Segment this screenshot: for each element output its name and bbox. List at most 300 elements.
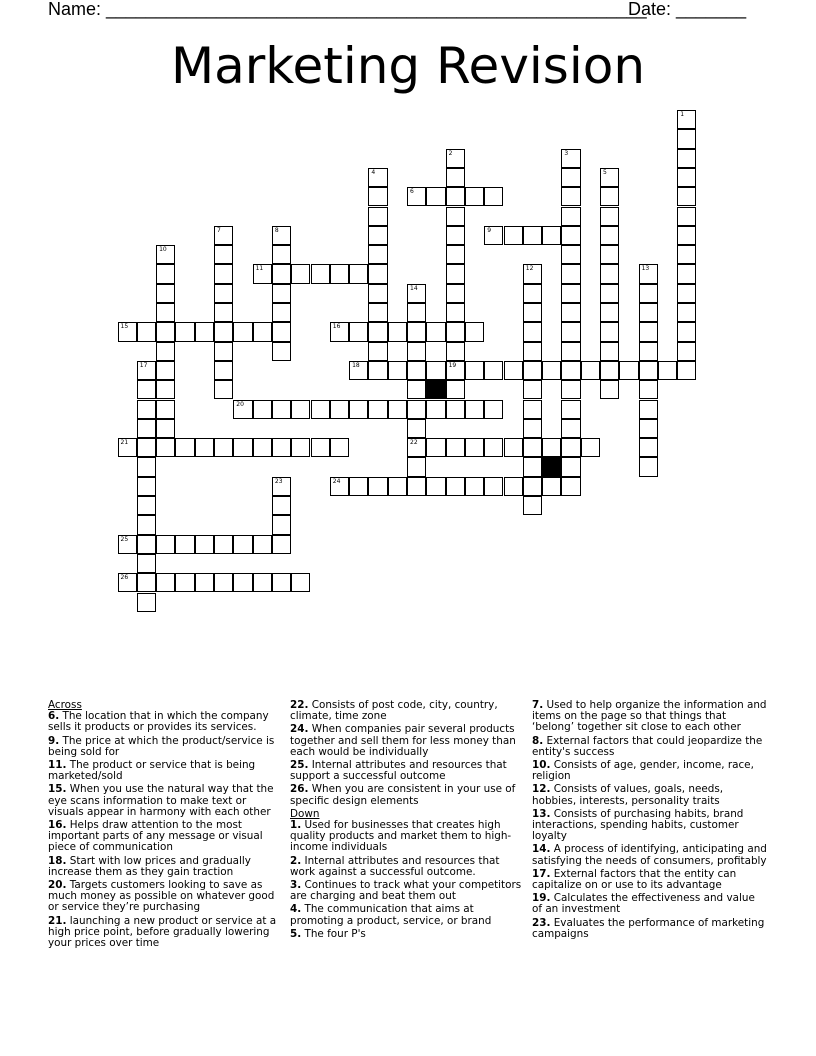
clue-text: The communication that aims at promoting a product, service, or brand (290, 903, 492, 927)
grid-cell[interactable] (407, 284, 426, 303)
clue-number: 11. (48, 759, 67, 772)
grid-cell[interactable] (349, 477, 368, 496)
grid-cell[interactable] (233, 438, 252, 457)
grid-cell[interactable] (446, 284, 465, 303)
grid-cell[interactable] (677, 207, 696, 226)
grid-cell[interactable] (156, 419, 175, 438)
grid-cell[interactable] (600, 207, 619, 226)
grid-cell[interactable] (388, 400, 407, 419)
grid-cell[interactable] (156, 264, 175, 283)
grid-cell[interactable] (272, 535, 291, 554)
grid-cell[interactable] (253, 400, 272, 419)
grid-cell[interactable] (561, 284, 580, 303)
grid-cell[interactable] (523, 342, 542, 361)
grid-cell[interactable] (407, 342, 426, 361)
grid-cell[interactable] (407, 400, 426, 419)
grid-cell[interactable] (407, 438, 426, 457)
grid-cell[interactable] (426, 361, 445, 380)
clue-across-20 (48, 880, 283, 914)
clue-text: The location that in which the company sells it products or provides its services. (48, 710, 269, 734)
clue-text: External factors that the entity can capitalize on or use to its advantage (532, 867, 737, 892)
grid-cell[interactable] (561, 264, 580, 283)
grid-cell[interactable] (523, 264, 542, 283)
grid-cell[interactable] (561, 149, 580, 168)
cell-number: 10 (159, 246, 167, 254)
grid-cell[interactable] (330, 438, 349, 457)
grid-cell[interactable] (272, 264, 291, 283)
grid-cell[interactable] (446, 207, 465, 226)
grid-cell[interactable] (561, 438, 580, 457)
grid-cell[interactable] (504, 438, 523, 457)
clue-down-1 (290, 820, 525, 854)
grid-cell[interactable] (175, 535, 194, 554)
grid-cell[interactable] (330, 400, 349, 419)
grid-cell[interactable] (272, 322, 291, 341)
grid-cell[interactable] (542, 361, 561, 380)
grid-cell[interactable] (658, 361, 677, 380)
grid-cell[interactable] (137, 322, 156, 341)
grid-cell[interactable] (349, 322, 368, 341)
grid-cell[interactable] (388, 477, 407, 496)
grid-cell[interactable] (542, 477, 561, 496)
clue-number: 1. (290, 819, 302, 832)
grid-cell[interactable] (311, 438, 330, 457)
cell-number: 22 (410, 439, 418, 447)
grid-cell[interactable] (446, 168, 465, 187)
grid-cell[interactable] (677, 129, 696, 148)
grid-cell[interactable] (446, 245, 465, 264)
grid-cell[interactable] (368, 342, 387, 361)
clue-text: Used to help organize the information and items on the page so that things that ‘belong’ together sit close to each other (532, 699, 767, 734)
grid-cell[interactable] (291, 400, 310, 419)
grid-cell[interactable] (639, 380, 658, 399)
grid-cell[interactable] (484, 400, 503, 419)
clue-number: 21. (48, 914, 67, 927)
clue-down-17 (532, 869, 767, 891)
grid-cell[interactable] (523, 380, 542, 399)
grid-cell[interactable] (600, 245, 619, 264)
grid-cell[interactable] (407, 361, 426, 380)
grid-cell[interactable] (272, 303, 291, 322)
grid-cell[interactable] (523, 361, 542, 380)
grid-cell[interactable] (600, 380, 619, 399)
grid-cell[interactable] (291, 573, 310, 592)
clue-down-3 (290, 880, 525, 902)
grid-cell[interactable] (446, 264, 465, 283)
grid-cell[interactable] (330, 264, 349, 283)
grid-cell[interactable] (137, 380, 156, 399)
grid-cell[interactable] (677, 110, 696, 129)
grid-cell[interactable] (233, 573, 252, 592)
grid-cell[interactable] (368, 322, 387, 341)
grid-cell[interactable] (118, 535, 137, 554)
grid-cell[interactable] (118, 438, 137, 457)
grid-cell[interactable] (677, 226, 696, 245)
grid-cell[interactable] (156, 245, 175, 264)
clue-down-23 (532, 918, 767, 940)
clue-number: 5. (290, 927, 302, 940)
grid-cell[interactable] (272, 284, 291, 303)
grid-cell[interactable] (639, 284, 658, 303)
grid-cell[interactable] (137, 419, 156, 438)
clue-number: 3. (290, 879, 302, 892)
clue-down-2 (290, 856, 525, 878)
grid-cell[interactable] (677, 361, 696, 380)
page-title: Marketing Revision (170, 37, 646, 95)
grid-cell[interactable] (639, 322, 658, 341)
grid-cell[interactable] (465, 187, 484, 206)
grid-cell[interactable] (368, 303, 387, 322)
clue-down-19 (532, 893, 767, 915)
grid-cell[interactable] (446, 361, 465, 380)
grid-cell[interactable] (446, 477, 465, 496)
grid-cell[interactable] (137, 515, 156, 534)
grid-cell[interactable] (233, 400, 252, 419)
cell-number: 12 (525, 265, 534, 273)
clue-number: 20. (48, 879, 67, 892)
clue-number: 9. (48, 734, 60, 747)
grid-cell[interactable] (156, 535, 175, 554)
grid-cell[interactable] (523, 303, 542, 322)
grid-cell[interactable] (407, 303, 426, 322)
grid-cell[interactable] (639, 361, 658, 380)
grid-cell[interactable] (561, 207, 580, 226)
clue-text: Evaluates the performance of marketing campaigns (532, 916, 765, 940)
cell-number: 2 (448, 149, 453, 157)
cell-number: 23 (274, 477, 283, 485)
grid-cell[interactable] (561, 303, 580, 322)
grid-cell[interactable] (446, 226, 465, 245)
grid-cell[interactable] (561, 342, 580, 361)
grid-cell[interactable] (561, 245, 580, 264)
grid-cell[interactable] (137, 573, 156, 592)
grid-cell[interactable] (311, 400, 330, 419)
grid-cell[interactable] (233, 322, 252, 341)
clue-number: 25. (290, 759, 309, 772)
date-field[interactable]: Date: _______ (628, 0, 747, 19)
clue-text: Consists of values, goals, needs, hobbies, interests, personality traits (532, 783, 724, 807)
grid-cell[interactable] (214, 226, 233, 245)
grid-cell[interactable] (523, 226, 542, 245)
grid-cell[interactable] (368, 264, 387, 283)
clue-across-25 (290, 760, 525, 782)
grid-cell[interactable] (388, 322, 407, 341)
grid-cell[interactable] (137, 554, 156, 573)
grid-cell[interactable] (677, 245, 696, 264)
grid-cell[interactable] (156, 284, 175, 303)
grid-cell[interactable] (368, 477, 387, 496)
grid-cell[interactable] (253, 573, 272, 592)
grid-cell[interactable] (639, 400, 658, 419)
grid-cell[interactable] (561, 400, 580, 419)
grid-cell[interactable] (619, 361, 638, 380)
grid-cell[interactable] (214, 303, 233, 322)
clue-number: 7. (532, 699, 544, 711)
grid-cell[interactable] (561, 168, 580, 187)
cell-number: 24 (332, 477, 341, 485)
grid-cell[interactable] (407, 380, 426, 399)
grid-cell[interactable] (484, 361, 503, 380)
grid-cell[interactable] (484, 226, 503, 245)
clue-text: Consists of purchasing habits, brand interactions, spending habits, customer loyalty (532, 807, 744, 843)
grid-cell[interactable] (137, 477, 156, 496)
grid-cell[interactable] (214, 380, 233, 399)
grid-cell[interactable] (639, 419, 658, 438)
grid-cell[interactable] (253, 438, 272, 457)
grid-cell[interactable] (214, 264, 233, 283)
grid-cell[interactable] (214, 361, 233, 380)
clue-text: Used for businesses that creates high quality products and market them to high-income individuals (290, 819, 512, 854)
grid-cell[interactable] (600, 284, 619, 303)
grid-cell[interactable] (484, 187, 503, 206)
grid-cell[interactable] (368, 361, 387, 380)
grid-cell[interactable] (156, 400, 175, 419)
grid-cell[interactable] (504, 477, 523, 496)
grid-cell[interactable] (677, 322, 696, 341)
grid-cell[interactable] (581, 361, 600, 380)
clue-text: Start with low prices and gradually increase them as they gain traction (48, 854, 251, 878)
clue-text: Helps draw attention to the most important parts of any message or visual piece of communication (48, 819, 263, 854)
grid-cell[interactable] (600, 342, 619, 361)
grid-cell[interactable] (272, 573, 291, 592)
grid-cell[interactable] (195, 322, 214, 341)
grid-cell[interactable] (253, 322, 272, 341)
grid-cell[interactable] (677, 149, 696, 168)
grid-cell[interactable] (272, 438, 291, 457)
grid-cell[interactable] (368, 207, 387, 226)
clue-down-5 (290, 929, 525, 940)
grid-cell[interactable] (214, 284, 233, 303)
grid-cell[interactable] (465, 400, 484, 419)
grid-cell[interactable] (156, 322, 175, 341)
grid-cell[interactable] (407, 477, 426, 496)
grid-cell[interactable] (195, 535, 214, 554)
grid-cell[interactable] (523, 322, 542, 341)
grid-cell[interactable] (195, 438, 214, 457)
clue-text: When you use the natural way that the eye scans information to make text or visuals appear in harmony with each other (48, 783, 274, 818)
grid-cell[interactable] (465, 438, 484, 457)
clue-number: 16. (48, 819, 67, 832)
grid-cell[interactable] (233, 535, 252, 554)
grid-cell[interactable] (484, 477, 503, 496)
grid-cell[interactable] (137, 400, 156, 419)
grid-cell[interactable] (175, 438, 194, 457)
cell-number: 13 (641, 265, 650, 273)
grid-cell[interactable] (156, 438, 175, 457)
grid-cell[interactable] (407, 187, 426, 206)
grid-cell[interactable] (156, 361, 175, 380)
grid-cell[interactable] (561, 322, 580, 341)
grid-cell[interactable] (465, 477, 484, 496)
grid-cell[interactable] (156, 342, 175, 361)
grid-cell[interactable] (137, 438, 156, 457)
grid-cell[interactable] (600, 264, 619, 283)
clue-down-13 (532, 809, 767, 843)
grid-cell[interactable] (446, 149, 465, 168)
grid-cell[interactable] (272, 245, 291, 264)
grid-cell[interactable] (253, 535, 272, 554)
grid-cell[interactable] (523, 400, 542, 419)
grid-cell[interactable] (214, 322, 233, 341)
clue-text: When you are consistent in your use of specific design elements (290, 783, 516, 807)
grid-cell[interactable] (465, 361, 484, 380)
grid-cell[interactable] (253, 264, 272, 283)
clue-number: 12. (532, 783, 551, 796)
grid-cell[interactable] (465, 322, 484, 341)
name-field[interactable]: Name: ______________________________________________________ (48, 0, 647, 19)
grid-cell[interactable] (446, 438, 465, 457)
grid-cell[interactable] (561, 457, 580, 476)
grid-cell[interactable] (561, 419, 580, 438)
grid-cell[interactable] (368, 400, 387, 419)
grid-cell[interactable] (446, 303, 465, 322)
grid-cell[interactable] (523, 457, 542, 476)
clues-column-1 (48, 700, 283, 951)
grid-cell[interactable] (561, 361, 580, 380)
grid-cell[interactable] (561, 187, 580, 206)
grid-cell[interactable] (137, 361, 156, 380)
grid-cell[interactable] (446, 187, 465, 206)
grid-cell[interactable] (272, 477, 291, 496)
grid-cell[interactable] (349, 361, 368, 380)
grid-cell[interactable] (175, 573, 194, 592)
grid-cell[interactable] (446, 400, 465, 419)
clue-down-14 (532, 844, 767, 866)
grid-cell[interactable] (272, 496, 291, 515)
grid-cell[interactable] (677, 342, 696, 361)
grid-cell[interactable] (330, 477, 349, 496)
grid-cell[interactable] (175, 322, 194, 341)
clue-across-11 (48, 760, 283, 782)
clue-text: The price at which the product/service is being sold for (48, 734, 275, 758)
grid-cell[interactable] (156, 573, 175, 592)
grid-cell[interactable] (272, 515, 291, 534)
grid-cell[interactable] (542, 438, 561, 457)
grid-cell[interactable] (677, 303, 696, 322)
clue-text: Continues to track what your competitors are charging and beat them out (290, 879, 522, 903)
grid-cell[interactable] (426, 438, 445, 457)
grid-cell[interactable] (137, 535, 156, 554)
clue-across-18 (48, 856, 283, 878)
grid-cell[interactable] (349, 264, 368, 283)
grid-cell[interactable] (639, 264, 658, 283)
grid-cell[interactable] (407, 457, 426, 476)
grid-cell[interactable] (156, 380, 175, 399)
across-header: Across (48, 699, 82, 711)
grid-cell[interactable] (118, 322, 137, 341)
grid-cell[interactable] (426, 187, 445, 206)
grid-cell[interactable] (677, 284, 696, 303)
grid-cell[interactable] (504, 226, 523, 245)
grid-cell[interactable] (446, 380, 465, 399)
grid-cell[interactable] (581, 438, 600, 457)
grid-cell[interactable] (214, 342, 233, 361)
grid-cell[interactable] (426, 322, 445, 341)
grid-cell[interactable] (639, 457, 658, 476)
clue-number: 26. (290, 783, 309, 796)
grid-cell[interactable] (600, 322, 619, 341)
clue-down-7 (532, 700, 767, 734)
grid-cell[interactable] (600, 187, 619, 206)
clue-down-8 (532, 736, 767, 758)
grid-cell[interactable] (137, 457, 156, 476)
grid-cell[interactable] (311, 264, 330, 283)
grid-cell[interactable] (639, 438, 658, 457)
grid-cell[interactable] (600, 361, 619, 380)
grid-cell[interactable] (214, 245, 233, 264)
grid-block-cell (542, 457, 561, 476)
grid-cell[interactable] (561, 380, 580, 399)
grid-cell[interactable] (137, 496, 156, 515)
grid-cell[interactable] (677, 264, 696, 283)
grid-cell[interactable] (561, 226, 580, 245)
grid-cell[interactable] (446, 322, 465, 341)
clue-across-21 (48, 916, 283, 950)
grid-cell[interactable] (291, 264, 310, 283)
clue-down-12 (532, 784, 767, 806)
grid-cell[interactable] (639, 342, 658, 361)
grid-cell[interactable] (368, 168, 387, 187)
grid-cell[interactable] (542, 226, 561, 245)
grid-cell[interactable] (639, 303, 658, 322)
grid-cell[interactable] (195, 573, 214, 592)
grid-cell[interactable] (214, 535, 233, 554)
grid-cell[interactable] (600, 168, 619, 187)
grid-cell[interactable] (504, 361, 523, 380)
grid-cell[interactable] (523, 438, 542, 457)
grid-cell[interactable] (368, 226, 387, 245)
grid-cell[interactable] (368, 187, 387, 206)
cell-number: 16 (332, 323, 341, 331)
cell-number: 8 (274, 226, 279, 234)
grid-cell[interactable] (600, 303, 619, 322)
clue-across-24 (290, 724, 525, 758)
clue-number: 19. (532, 892, 551, 905)
grid-cell[interactable] (677, 187, 696, 206)
grid-cell[interactable] (272, 226, 291, 245)
grid-cell[interactable] (156, 303, 175, 322)
cell-number: 18 (352, 361, 360, 369)
grid-cell[interactable] (523, 477, 542, 496)
grid-cell[interactable] (330, 322, 349, 341)
grid-cell[interactable] (426, 477, 445, 496)
grid-cell[interactable] (214, 573, 233, 592)
grid-cell[interactable] (523, 284, 542, 303)
grid-cell[interactable] (291, 438, 310, 457)
grid-cell[interactable] (484, 438, 503, 457)
grid-cell[interactable] (118, 573, 137, 592)
grid-cell[interactable] (272, 400, 291, 419)
grid-cell[interactable] (368, 284, 387, 303)
grid-cell[interactable] (523, 419, 542, 438)
grid-cell[interactable] (349, 400, 368, 419)
grid-cell[interactable] (137, 593, 156, 612)
grid-cell[interactable] (600, 226, 619, 245)
clues-column-3 (532, 700, 767, 942)
grid-cell[interactable] (407, 419, 426, 438)
grid-cell[interactable] (388, 361, 407, 380)
grid-cell[interactable] (407, 322, 426, 341)
grid-cell[interactable] (214, 438, 233, 457)
grid-cell[interactable] (561, 477, 580, 496)
cell-number: 26 (120, 574, 129, 582)
grid-cell[interactable] (272, 342, 291, 361)
grid-cell[interactable] (446, 342, 465, 361)
grid-cell[interactable] (368, 245, 387, 264)
grid-cell[interactable] (677, 168, 696, 187)
grid-cell[interactable] (426, 400, 445, 419)
grid-cell[interactable] (523, 496, 542, 515)
